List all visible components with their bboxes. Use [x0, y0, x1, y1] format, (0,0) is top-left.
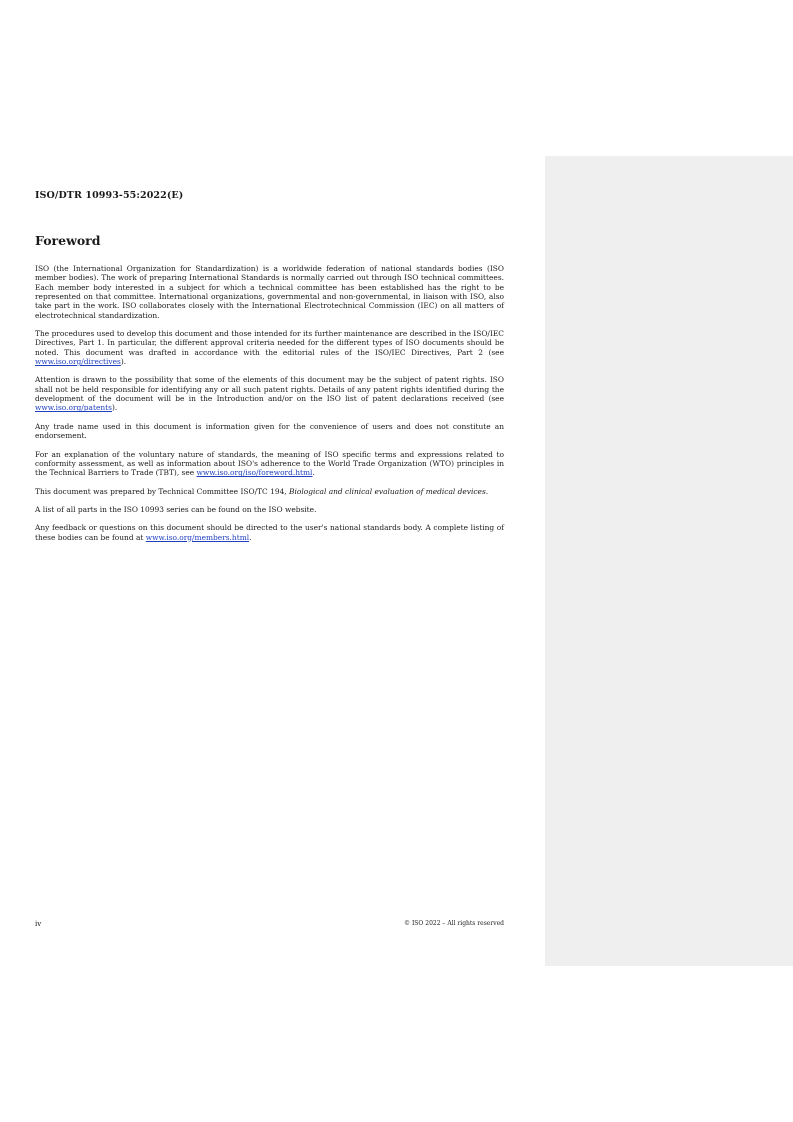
paragraph-text: Any feedback or questions on this document should be directed to the user's national standards body. A complete listing of these bodies can be found at [35, 523, 504, 542]
document-id-header: ISO/DTR 10993-55:2022(E) [35, 190, 184, 201]
page-footer [35, 920, 504, 928]
paragraph-text: ). [120, 357, 127, 367]
paragraph-patents [35, 375, 504, 412]
comment-pane [545, 156, 793, 966]
paragraph-iso-federation: ISO (the International Organization for Standardization) is a worldwide federation of national standards bodies (ISO member bodies). The work of preparing International Standards is normally carried out through ISO technical committees. Each member body interested in a subject for which a technical committee has been established has the right to be represented on that committee. International organizations, governmental and non-governmental, in liaison with ISO, also take part in the work. ISO collaborates closely with the International Electrotechnical Commission (IEC) on all matters of electrotechnical standardization. [35, 264, 504, 320]
paragraph-text: The procedures used to develop this document and those intended for its further maintenance are described in the ISO/IEC Directives, Part 1. In particular, the different approval criteria needed for the different types of ISO documents should be noted. This document was drafted in accordance with the editorial rules of the ISO/IEC Directives, Part 2 (see [35, 329, 504, 357]
paragraph-text: . [249, 532, 252, 542]
patents-link[interactable]: www.iso.org/patents [35, 403, 112, 413]
paragraph-procedures [35, 329, 504, 366]
paragraph-text: ). [111, 403, 118, 413]
paragraph-feedback [35, 523, 504, 542]
committee-title: Biological and clinical evaluation of medical devices [289, 486, 486, 496]
paragraph-committee [35, 487, 504, 496]
foreword-body [35, 264, 504, 551]
foreword-link[interactable]: www.iso.org/iso/foreword.html [196, 468, 313, 478]
paragraph-voluntary-nature [35, 450, 504, 478]
paragraph-text: This document was prepared by Technical Committee ISO/TC 194, [35, 486, 290, 496]
paragraph-trade-name: Any trade name used in this document is information given for the convenience of users and does not constitute an endorsement. [35, 421, 504, 441]
copyright-notice: © ISO 2022 – All rights reserved [404, 920, 504, 927]
paragraph-text: . [485, 486, 489, 496]
paragraph-text: . [312, 468, 315, 478]
foreword-heading: Foreword [35, 233, 101, 248]
paragraph-text: Attention is drawn to the possibility that some of the elements of this document may be the subject of patent rights. ISO shall not be held responsible for identifying any or all such patent rights. Details of any patent rights identified during the development of the document will be in the Introduction and/or on the ISO list of patent declarations received (see [35, 375, 504, 404]
members-link[interactable]: www.iso.org/members.html [145, 532, 250, 542]
directives-link[interactable]: www.iso.org/directives [35, 357, 121, 367]
paragraph-text: For an explanation of the voluntary nature of standards, the meaning of ISO specific terms and expressions related to conformity assessment, as well as information about ISO's adherence to the World Trade Organization (WTO) principles in the Technical Barriers to Trade (TBT), see [35, 449, 504, 478]
paragraph-series-list: A list of all parts in the ISO 10993 series can be found on the ISO website. [35, 504, 317, 514]
page-number: iv [35, 920, 42, 928]
